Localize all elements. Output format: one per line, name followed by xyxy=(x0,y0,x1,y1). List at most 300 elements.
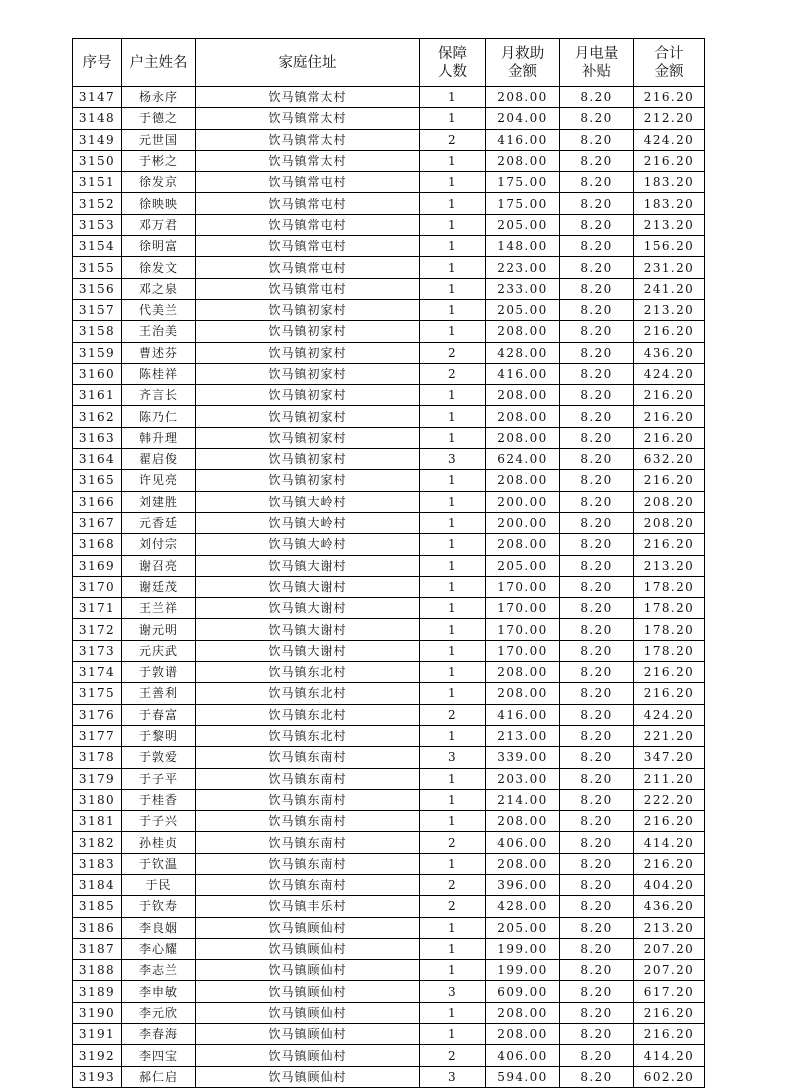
seq-cell: 3187 xyxy=(73,938,122,959)
col-header-seq-label: 序号 xyxy=(82,54,112,71)
seq-cell: 3156 xyxy=(73,278,122,299)
address-cell: 饮马镇东北村 xyxy=(196,662,420,683)
table-row xyxy=(73,321,705,342)
seq-cell: 3186 xyxy=(73,917,122,938)
persons-cell: 1 xyxy=(420,555,486,576)
aid-cell: 208.00 xyxy=(486,427,560,448)
total-cell: 216.20 xyxy=(634,385,705,406)
aid-cell: 416.00 xyxy=(486,129,560,150)
power-cell: 8.20 xyxy=(560,555,634,576)
table-row xyxy=(73,811,705,832)
power-cell: 8.20 xyxy=(560,619,634,640)
table-row xyxy=(73,704,705,725)
aid-cell: 213.00 xyxy=(486,725,560,746)
total-cell: 216.20 xyxy=(634,1024,705,1045)
name-cell: 李春海 xyxy=(122,1024,196,1045)
seq-cell: 3181 xyxy=(73,811,122,832)
persons-cell: 1 xyxy=(420,214,486,235)
name-cell: 谢廷茂 xyxy=(122,576,196,597)
total-cell: 436.20 xyxy=(634,896,705,917)
seq-cell: 3160 xyxy=(73,363,122,384)
aid-cell: 208.00 xyxy=(486,811,560,832)
seq-cell: 3153 xyxy=(73,214,122,235)
total-cell: 178.20 xyxy=(634,576,705,597)
total-cell: 156.20 xyxy=(634,236,705,257)
name-cell: 邓万君 xyxy=(122,214,196,235)
name-cell: 于春富 xyxy=(122,704,196,725)
col-header-persons-line2: 人数 xyxy=(438,63,467,80)
address-cell: 饮马镇东南村 xyxy=(196,874,420,895)
seq-cell: 3150 xyxy=(73,150,122,171)
table-row xyxy=(73,193,705,214)
name-cell: 徐发京 xyxy=(122,172,196,193)
table-row xyxy=(73,640,705,661)
persons-cell: 1 xyxy=(420,789,486,810)
persons-cell: 2 xyxy=(420,1045,486,1066)
table-row xyxy=(73,938,705,959)
name-cell: 李心耀 xyxy=(122,938,196,959)
address-cell: 饮马镇常屯村 xyxy=(196,257,420,278)
table-row xyxy=(73,1045,705,1066)
table-row xyxy=(73,1024,705,1045)
power-cell: 8.20 xyxy=(560,896,634,917)
seq-cell: 3188 xyxy=(73,960,122,981)
total-cell: 617.20 xyxy=(634,981,705,1002)
total-cell: 213.20 xyxy=(634,214,705,235)
persons-cell: 1 xyxy=(420,534,486,555)
address-cell: 饮马镇顾仙村 xyxy=(196,938,420,959)
table-row xyxy=(73,981,705,1002)
address-cell: 饮马镇常屯村 xyxy=(196,214,420,235)
total-cell: 424.20 xyxy=(634,363,705,384)
name-cell: 许见亮 xyxy=(122,470,196,491)
address-cell: 饮马镇初家村 xyxy=(196,470,420,491)
name-cell: 代美兰 xyxy=(122,299,196,320)
table-row xyxy=(73,363,705,384)
address-cell: 饮马镇东北村 xyxy=(196,725,420,746)
relief-table xyxy=(72,38,705,1088)
total-cell: 216.20 xyxy=(634,87,705,108)
persons-cell: 2 xyxy=(420,874,486,895)
power-cell: 8.20 xyxy=(560,1045,634,1066)
total-cell: 632.20 xyxy=(634,449,705,470)
address-cell: 饮马镇顾仙村 xyxy=(196,1002,420,1023)
aid-cell: 205.00 xyxy=(486,555,560,576)
power-cell: 8.20 xyxy=(560,512,634,533)
col-header-name xyxy=(122,39,196,87)
col-header-seq xyxy=(73,39,122,87)
aid-cell: 208.00 xyxy=(486,150,560,171)
total-cell: 216.20 xyxy=(634,534,705,555)
aid-cell: 148.00 xyxy=(486,236,560,257)
address-cell: 饮马镇东南村 xyxy=(196,768,420,789)
persons-cell: 1 xyxy=(420,406,486,427)
table-row xyxy=(73,662,705,683)
seq-cell: 3172 xyxy=(73,619,122,640)
aid-cell: 175.00 xyxy=(486,193,560,214)
total-cell: 216.20 xyxy=(634,683,705,704)
seq-cell: 3185 xyxy=(73,896,122,917)
seq-cell: 3175 xyxy=(73,683,122,704)
aid-cell: 208.00 xyxy=(486,1002,560,1023)
aid-cell: 339.00 xyxy=(486,747,560,768)
address-cell: 饮马镇初家村 xyxy=(196,321,420,342)
table-row xyxy=(73,789,705,810)
table-row xyxy=(73,960,705,981)
aid-cell: 208.00 xyxy=(486,534,560,555)
total-cell: 178.20 xyxy=(634,640,705,661)
address-cell: 饮马镇初家村 xyxy=(196,342,420,363)
persons-cell: 1 xyxy=(420,87,486,108)
power-cell: 8.20 xyxy=(560,108,634,129)
address-cell: 饮马镇东南村 xyxy=(196,747,420,768)
aid-cell: 170.00 xyxy=(486,619,560,640)
table-row xyxy=(73,449,705,470)
aid-cell: 396.00 xyxy=(486,874,560,895)
total-cell: 222.20 xyxy=(634,789,705,810)
name-cell: 齐言长 xyxy=(122,385,196,406)
seq-cell: 3183 xyxy=(73,853,122,874)
power-cell: 8.20 xyxy=(560,449,634,470)
total-cell: 216.20 xyxy=(634,662,705,683)
address-cell: 饮马镇大岭村 xyxy=(196,534,420,555)
seq-cell: 3164 xyxy=(73,449,122,470)
power-cell: 8.20 xyxy=(560,811,634,832)
address-cell: 饮马镇大谢村 xyxy=(196,555,420,576)
power-cell: 8.20 xyxy=(560,363,634,384)
address-cell: 饮马镇东南村 xyxy=(196,811,420,832)
table-row xyxy=(73,470,705,491)
aid-cell: 205.00 xyxy=(486,214,560,235)
power-cell: 8.20 xyxy=(560,938,634,959)
name-cell: 于敦爱 xyxy=(122,747,196,768)
total-cell: 231.20 xyxy=(634,257,705,278)
address-cell: 饮马镇大谢村 xyxy=(196,598,420,619)
persons-cell: 1 xyxy=(420,491,486,512)
persons-cell: 1 xyxy=(420,150,486,171)
total-cell: 216.20 xyxy=(634,150,705,171)
aid-cell: 208.00 xyxy=(486,385,560,406)
power-cell: 8.20 xyxy=(560,87,634,108)
total-cell: 414.20 xyxy=(634,832,705,853)
persons-cell: 2 xyxy=(420,832,486,853)
table-row xyxy=(73,427,705,448)
total-cell: 216.20 xyxy=(634,427,705,448)
name-cell: 元世国 xyxy=(122,129,196,150)
power-cell: 8.20 xyxy=(560,1066,634,1087)
address-cell: 饮马镇丰乐村 xyxy=(196,896,420,917)
power-cell: 8.20 xyxy=(560,683,634,704)
seq-cell: 3190 xyxy=(73,1002,122,1023)
seq-cell: 3151 xyxy=(73,172,122,193)
aid-cell: 205.00 xyxy=(486,299,560,320)
aid-cell: 223.00 xyxy=(486,257,560,278)
aid-cell: 624.00 xyxy=(486,449,560,470)
persons-cell: 1 xyxy=(420,427,486,448)
persons-cell: 1 xyxy=(420,640,486,661)
seq-cell: 3180 xyxy=(73,789,122,810)
power-cell: 8.20 xyxy=(560,853,634,874)
aid-cell: 200.00 xyxy=(486,491,560,512)
name-cell: 于民 xyxy=(122,874,196,895)
table-row xyxy=(73,1066,705,1087)
persons-cell: 3 xyxy=(420,1066,486,1087)
seq-cell: 3176 xyxy=(73,704,122,725)
persons-cell: 3 xyxy=(420,449,486,470)
name-cell: 于子兴 xyxy=(122,811,196,832)
seq-cell: 3157 xyxy=(73,299,122,320)
address-cell: 饮马镇顾仙村 xyxy=(196,1066,420,1087)
total-cell: 178.20 xyxy=(634,598,705,619)
name-cell: 李四宝 xyxy=(122,1045,196,1066)
address-cell: 饮马镇常太村 xyxy=(196,108,420,129)
power-cell: 8.20 xyxy=(560,406,634,427)
power-cell: 8.20 xyxy=(560,768,634,789)
name-cell: 杨永序 xyxy=(122,87,196,108)
table-row xyxy=(73,917,705,938)
address-cell: 饮马镇常太村 xyxy=(196,87,420,108)
persons-cell: 1 xyxy=(420,683,486,704)
total-cell: 212.20 xyxy=(634,108,705,129)
seq-cell: 3182 xyxy=(73,832,122,853)
seq-cell: 3147 xyxy=(73,87,122,108)
power-cell: 8.20 xyxy=(560,491,634,512)
table-row xyxy=(73,172,705,193)
total-cell: 221.20 xyxy=(634,725,705,746)
seq-cell: 3163 xyxy=(73,427,122,448)
name-cell: 王兰祥 xyxy=(122,598,196,619)
aid-cell: 609.00 xyxy=(486,981,560,1002)
address-cell: 饮马镇常屯村 xyxy=(196,236,420,257)
seq-cell: 3169 xyxy=(73,555,122,576)
table-row xyxy=(73,342,705,363)
power-cell: 8.20 xyxy=(560,321,634,342)
aid-cell: 416.00 xyxy=(486,704,560,725)
aid-cell: 170.00 xyxy=(486,576,560,597)
power-cell: 8.20 xyxy=(560,236,634,257)
persons-cell: 1 xyxy=(420,257,486,278)
aid-cell: 200.00 xyxy=(486,512,560,533)
address-cell: 饮马镇初家村 xyxy=(196,449,420,470)
table-row xyxy=(73,832,705,853)
table-row xyxy=(73,896,705,917)
aid-cell: 208.00 xyxy=(486,406,560,427)
seq-cell: 3165 xyxy=(73,470,122,491)
total-cell: 208.20 xyxy=(634,491,705,512)
seq-cell: 3162 xyxy=(73,406,122,427)
power-cell: 8.20 xyxy=(560,385,634,406)
seq-cell: 3170 xyxy=(73,576,122,597)
address-cell: 饮马镇东北村 xyxy=(196,683,420,704)
name-cell: 刘建胜 xyxy=(122,491,196,512)
persons-cell: 1 xyxy=(420,662,486,683)
address-cell: 饮马镇初家村 xyxy=(196,385,420,406)
col-header-address xyxy=(196,39,420,87)
seq-cell: 3173 xyxy=(73,640,122,661)
persons-cell: 1 xyxy=(420,470,486,491)
table-row xyxy=(73,619,705,640)
power-cell: 8.20 xyxy=(560,1002,634,1023)
power-cell: 8.20 xyxy=(560,576,634,597)
col-header-power xyxy=(560,39,634,87)
name-cell: 于子平 xyxy=(122,768,196,789)
address-cell: 饮马镇大岭村 xyxy=(196,491,420,512)
name-cell: 于钦寿 xyxy=(122,896,196,917)
aid-cell: 233.00 xyxy=(486,278,560,299)
persons-cell: 1 xyxy=(420,236,486,257)
header-row xyxy=(73,39,705,87)
power-cell: 8.20 xyxy=(560,129,634,150)
seq-cell: 3191 xyxy=(73,1024,122,1045)
address-cell: 饮马镇初家村 xyxy=(196,363,420,384)
persons-cell: 1 xyxy=(420,598,486,619)
persons-cell: 1 xyxy=(420,108,486,129)
address-cell: 饮马镇顾仙村 xyxy=(196,1024,420,1045)
total-cell: 602.20 xyxy=(634,1066,705,1087)
table-row xyxy=(73,853,705,874)
col-header-aid-line2: 金额 xyxy=(508,63,537,80)
persons-cell: 1 xyxy=(420,321,486,342)
aid-cell: 208.00 xyxy=(486,662,560,683)
table-row xyxy=(73,512,705,533)
persons-cell: 2 xyxy=(420,342,486,363)
seq-cell: 3174 xyxy=(73,662,122,683)
persons-cell: 1 xyxy=(420,385,486,406)
seq-cell: 3184 xyxy=(73,874,122,895)
name-cell: 翟启俊 xyxy=(122,449,196,470)
seq-cell: 3148 xyxy=(73,108,122,129)
total-cell: 213.20 xyxy=(634,917,705,938)
persons-cell: 3 xyxy=(420,981,486,1002)
col-header-total-line2: 金额 xyxy=(654,63,684,80)
aid-cell: 594.00 xyxy=(486,1066,560,1087)
total-cell: 208.20 xyxy=(634,512,705,533)
total-cell: 414.20 xyxy=(634,1045,705,1066)
table-row xyxy=(73,576,705,597)
address-cell: 饮马镇顾仙村 xyxy=(196,917,420,938)
table-row xyxy=(73,491,705,512)
aid-cell: 208.00 xyxy=(486,87,560,108)
address-cell: 饮马镇初家村 xyxy=(196,427,420,448)
table-row xyxy=(73,534,705,555)
power-cell: 8.20 xyxy=(560,214,634,235)
total-cell: 216.20 xyxy=(634,470,705,491)
power-cell: 8.20 xyxy=(560,150,634,171)
table-row xyxy=(73,129,705,150)
address-cell: 饮马镇大岭村 xyxy=(196,512,420,533)
seq-cell: 3193 xyxy=(73,1066,122,1087)
total-cell: 183.20 xyxy=(634,193,705,214)
name-cell: 于敦谱 xyxy=(122,662,196,683)
aid-cell: 203.00 xyxy=(486,768,560,789)
col-header-address-label: 家庭住址 xyxy=(278,54,337,71)
seq-cell: 3168 xyxy=(73,534,122,555)
power-cell: 8.20 xyxy=(560,725,634,746)
seq-cell: 3159 xyxy=(73,342,122,363)
seq-cell: 3158 xyxy=(73,321,122,342)
name-cell: 于彬之 xyxy=(122,150,196,171)
address-cell: 饮马镇东北村 xyxy=(196,704,420,725)
table-row xyxy=(73,725,705,746)
address-cell: 饮马镇初家村 xyxy=(196,406,420,427)
table-row xyxy=(73,406,705,427)
seq-cell: 3161 xyxy=(73,385,122,406)
power-cell: 8.20 xyxy=(560,299,634,320)
name-cell: 徐映映 xyxy=(122,193,196,214)
persons-cell: 2 xyxy=(420,704,486,725)
aid-cell: 428.00 xyxy=(486,342,560,363)
seq-cell: 3166 xyxy=(73,491,122,512)
address-cell: 饮马镇东南村 xyxy=(196,853,420,874)
power-cell: 8.20 xyxy=(560,342,634,363)
address-cell: 饮马镇顾仙村 xyxy=(196,960,420,981)
address-cell: 饮马镇大谢村 xyxy=(196,576,420,597)
total-cell: 424.20 xyxy=(634,704,705,725)
power-cell: 8.20 xyxy=(560,789,634,810)
name-cell: 韩升理 xyxy=(122,427,196,448)
name-cell: 元香廷 xyxy=(122,512,196,533)
table-row xyxy=(73,1002,705,1023)
power-cell: 8.20 xyxy=(560,640,634,661)
total-cell: 207.20 xyxy=(634,960,705,981)
col-header-power-line1: 月电量 xyxy=(574,45,619,62)
seq-cell: 3189 xyxy=(73,981,122,1002)
total-cell: 404.20 xyxy=(634,874,705,895)
table-body xyxy=(73,87,705,1088)
total-cell: 211.20 xyxy=(634,768,705,789)
address-cell: 饮马镇常太村 xyxy=(196,150,420,171)
aid-cell: 199.00 xyxy=(486,960,560,981)
name-cell: 陈桂祥 xyxy=(122,363,196,384)
persons-cell: 2 xyxy=(420,896,486,917)
power-cell: 8.20 xyxy=(560,427,634,448)
address-cell: 饮马镇常太村 xyxy=(196,129,420,150)
aid-cell: 208.00 xyxy=(486,683,560,704)
address-cell: 饮马镇常屯村 xyxy=(196,193,420,214)
seq-cell: 3177 xyxy=(73,725,122,746)
col-header-persons-line1: 保障 xyxy=(438,45,467,62)
aid-cell: 205.00 xyxy=(486,917,560,938)
power-cell: 8.20 xyxy=(560,874,634,895)
name-cell: 刘付宗 xyxy=(122,534,196,555)
name-cell: 李元欣 xyxy=(122,1002,196,1023)
col-header-total xyxy=(634,39,705,87)
table-row xyxy=(73,108,705,129)
aid-cell: 208.00 xyxy=(486,1024,560,1045)
seq-cell: 3155 xyxy=(73,257,122,278)
table-row xyxy=(73,87,705,108)
persons-cell: 1 xyxy=(420,917,486,938)
persons-cell: 1 xyxy=(420,619,486,640)
power-cell: 8.20 xyxy=(560,960,634,981)
col-header-power-line2: 补贴 xyxy=(582,63,611,80)
table-row xyxy=(73,257,705,278)
aid-cell: 204.00 xyxy=(486,108,560,129)
name-cell: 孙桂贞 xyxy=(122,832,196,853)
power-cell: 8.20 xyxy=(560,534,634,555)
seq-cell: 3171 xyxy=(73,598,122,619)
aid-cell: 406.00 xyxy=(486,1045,560,1066)
table-row xyxy=(73,768,705,789)
persons-cell: 1 xyxy=(420,1002,486,1023)
name-cell: 王善利 xyxy=(122,683,196,704)
name-cell: 王治美 xyxy=(122,321,196,342)
table-row xyxy=(73,385,705,406)
total-cell: 424.20 xyxy=(634,129,705,150)
total-cell: 347.20 xyxy=(634,747,705,768)
address-cell: 饮马镇东南村 xyxy=(196,789,420,810)
total-cell: 178.20 xyxy=(634,619,705,640)
